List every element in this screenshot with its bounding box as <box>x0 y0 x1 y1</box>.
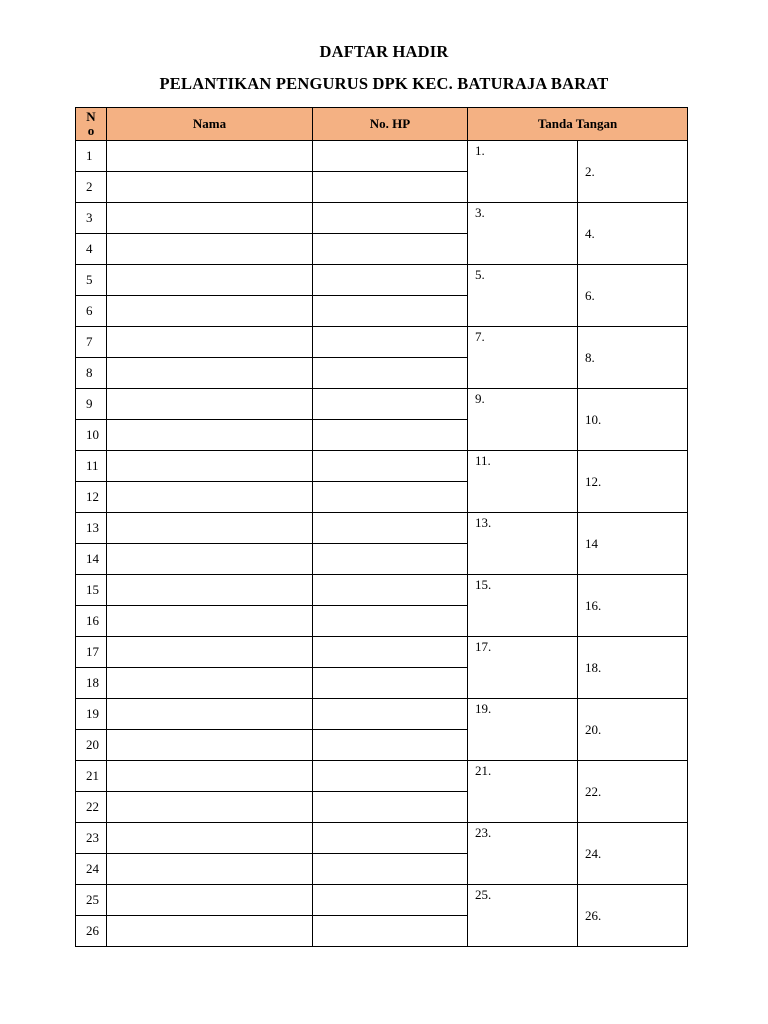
signature-number-label: 23. <box>475 825 492 840</box>
nama-cell[interactable] <box>107 203 313 234</box>
table-header-row <box>76 108 688 141</box>
table-row <box>76 389 688 420</box>
signature-cell-right[interactable] <box>578 389 688 451</box>
nama-cell[interactable] <box>107 916 313 947</box>
signature-number-label: 18. <box>585 659 602 675</box>
row-number: 20 <box>76 730 107 761</box>
signature-number-label: 3. <box>475 205 485 220</box>
row-number: 16 <box>76 606 107 637</box>
table-row <box>76 637 688 668</box>
nama-cell[interactable] <box>107 389 313 420</box>
column-header-nama: Nama <box>107 108 313 141</box>
row-number: 9 <box>76 389 107 420</box>
table-row <box>76 513 688 544</box>
no-hp-cell[interactable] <box>313 699 468 730</box>
signature-cell-left[interactable] <box>468 203 578 265</box>
row-number: 26 <box>76 916 107 947</box>
row-number: 23 <box>76 823 107 854</box>
signature-cell-left[interactable] <box>468 141 578 203</box>
row-number: 1 <box>76 141 107 172</box>
nama-cell[interactable] <box>107 761 313 792</box>
signature-cell-left[interactable] <box>468 885 578 947</box>
column-header-no-hp: No. HP <box>313 108 468 141</box>
row-number: 2 <box>76 172 107 203</box>
no-hp-cell[interactable] <box>313 203 468 234</box>
signature-number-label: 16. <box>585 597 602 613</box>
signature-cell-left[interactable] <box>468 823 578 885</box>
signature-cell-right[interactable] <box>578 327 688 389</box>
signature-cell-right[interactable] <box>578 761 688 823</box>
signature-number-label: 24. <box>585 845 602 861</box>
signature-number-label: 2. <box>585 163 595 179</box>
signature-number-label: 9. <box>475 391 485 406</box>
signature-number-label: 4. <box>585 225 595 241</box>
column-header-no-line2: o <box>87 123 95 138</box>
no-hp-cell[interactable] <box>313 296 468 327</box>
row-number: 8 <box>76 358 107 389</box>
row-number: 25 <box>76 885 107 916</box>
signature-cell-left[interactable] <box>468 389 578 451</box>
row-number: 6 <box>76 296 107 327</box>
signature-number-label: 1. <box>475 143 485 158</box>
nama-cell[interactable] <box>107 265 313 296</box>
table-row <box>76 575 688 606</box>
signature-number-label: 11. <box>475 453 491 468</box>
signature-number-label: 6. <box>585 287 595 303</box>
no-hp-cell[interactable] <box>313 513 468 544</box>
signature-number-label: 10. <box>585 411 602 427</box>
signature-number-label: 22. <box>585 783 602 799</box>
no-hp-cell[interactable] <box>313 141 468 172</box>
no-hp-cell[interactable] <box>313 885 468 916</box>
nama-cell[interactable] <box>107 885 313 916</box>
signature-cell-right[interactable] <box>578 141 688 203</box>
row-number: 22 <box>76 792 107 823</box>
nama-cell[interactable] <box>107 358 313 389</box>
nama-cell[interactable] <box>107 854 313 885</box>
nama-cell[interactable] <box>107 575 313 606</box>
nama-cell[interactable] <box>107 792 313 823</box>
signature-number-label: 5. <box>475 267 485 282</box>
nama-cell[interactable] <box>107 234 313 265</box>
signature-cell-left[interactable] <box>468 513 578 575</box>
nama-cell[interactable] <box>107 637 313 668</box>
nama-cell[interactable] <box>107 420 313 451</box>
row-number: 5 <box>76 265 107 296</box>
nama-cell[interactable] <box>107 699 313 730</box>
no-hp-cell[interactable] <box>313 389 468 420</box>
signature-cell-left[interactable] <box>468 761 578 823</box>
no-hp-cell[interactable] <box>313 420 468 451</box>
table-row <box>76 141 688 172</box>
signature-cell-right[interactable] <box>578 451 688 513</box>
signature-cell-left[interactable] <box>468 451 578 513</box>
no-hp-cell[interactable] <box>313 823 468 854</box>
no-hp-cell[interactable] <box>313 637 468 668</box>
table-row <box>76 451 688 482</box>
signature-number-label: 19. <box>475 701 492 716</box>
row-number: 15 <box>76 575 107 606</box>
column-header-tanda-tangan: Tanda Tangan <box>468 108 688 141</box>
column-header-no-line1: N <box>86 109 96 124</box>
row-number: 14 <box>76 544 107 575</box>
signature-number-label: 12. <box>585 473 602 489</box>
attendance-table <box>75 107 688 947</box>
nama-cell[interactable] <box>107 606 313 637</box>
table-row <box>76 823 688 854</box>
signature-cell-left[interactable] <box>468 637 578 699</box>
signature-number-label: 7. <box>475 329 485 344</box>
no-hp-cell[interactable] <box>313 916 468 947</box>
nama-cell[interactable] <box>107 482 313 513</box>
signature-number-label: 13. <box>475 515 492 530</box>
row-number: 17 <box>76 637 107 668</box>
no-hp-cell[interactable] <box>313 792 468 823</box>
row-number: 4 <box>76 234 107 265</box>
nama-cell[interactable] <box>107 668 313 699</box>
signature-number-label: 14 <box>585 535 598 551</box>
signature-number-label: 15. <box>475 577 492 592</box>
table-row <box>76 699 688 730</box>
document-title: DAFTAR HADIR <box>319 42 449 61</box>
nama-cell[interactable] <box>107 544 313 575</box>
nama-cell[interactable] <box>107 451 313 482</box>
nama-cell[interactable] <box>107 823 313 854</box>
row-number: 13 <box>76 513 107 544</box>
row-number: 12 <box>76 482 107 513</box>
no-hp-cell[interactable] <box>313 172 468 203</box>
no-hp-cell[interactable] <box>313 327 468 358</box>
signature-cell-left[interactable] <box>468 265 578 327</box>
no-hp-cell[interactable] <box>313 668 468 699</box>
no-hp-cell[interactable] <box>313 234 468 265</box>
no-hp-cell[interactable] <box>313 606 468 637</box>
no-hp-cell[interactable] <box>313 265 468 296</box>
nama-cell[interactable] <box>107 141 313 172</box>
signature-cell-right[interactable] <box>578 265 688 327</box>
table-row <box>76 203 688 234</box>
row-number: 18 <box>76 668 107 699</box>
signature-cell-right[interactable] <box>578 637 688 699</box>
no-hp-cell[interactable] <box>313 575 468 606</box>
row-number: 21 <box>76 761 107 792</box>
nama-cell[interactable] <box>107 172 313 203</box>
signature-cell-right[interactable] <box>578 699 688 761</box>
no-hp-cell[interactable] <box>313 761 468 792</box>
signature-number-label: 26. <box>585 907 602 923</box>
signature-cell-left[interactable] <box>468 699 578 761</box>
no-hp-cell[interactable] <box>313 358 468 389</box>
signature-cell-right[interactable] <box>578 885 688 947</box>
signature-number-label: 25. <box>475 887 492 902</box>
nama-cell[interactable] <box>107 730 313 761</box>
signature-cell-right[interactable] <box>578 203 688 265</box>
signature-cell-left[interactable] <box>468 327 578 389</box>
table-row <box>76 327 688 358</box>
column-header-no <box>76 108 107 141</box>
signature-number-label: 17. <box>475 639 492 654</box>
table-row <box>76 761 688 792</box>
row-number: 3 <box>76 203 107 234</box>
no-hp-cell[interactable] <box>313 854 468 885</box>
signature-cell-right[interactable] <box>578 575 688 637</box>
table-row <box>76 885 688 916</box>
table-row <box>76 265 688 296</box>
signature-number-label: 21. <box>475 763 492 778</box>
signature-number-label: 20. <box>585 721 602 737</box>
nama-cell[interactable] <box>107 296 313 327</box>
row-number: 11 <box>76 451 107 482</box>
nama-cell[interactable] <box>107 327 313 358</box>
row-number: 7 <box>76 327 107 358</box>
signature-cell-left[interactable] <box>468 575 578 637</box>
no-hp-cell[interactable] <box>313 544 468 575</box>
no-hp-cell[interactable] <box>313 451 468 482</box>
no-hp-cell[interactable] <box>313 730 468 761</box>
signature-number-label: 8. <box>585 349 595 365</box>
signature-cell-right[interactable] <box>578 823 688 885</box>
nama-cell[interactable] <box>107 513 313 544</box>
row-number: 10 <box>76 420 107 451</box>
document-subtitle: PELANTIKAN PENGURUS DPK KEC. BATURAJA BARAT <box>159 74 609 93</box>
row-number: 19 <box>76 699 107 730</box>
signature-cell-right[interactable] <box>578 513 688 575</box>
row-number: 24 <box>76 854 107 885</box>
no-hp-cell[interactable] <box>313 482 468 513</box>
